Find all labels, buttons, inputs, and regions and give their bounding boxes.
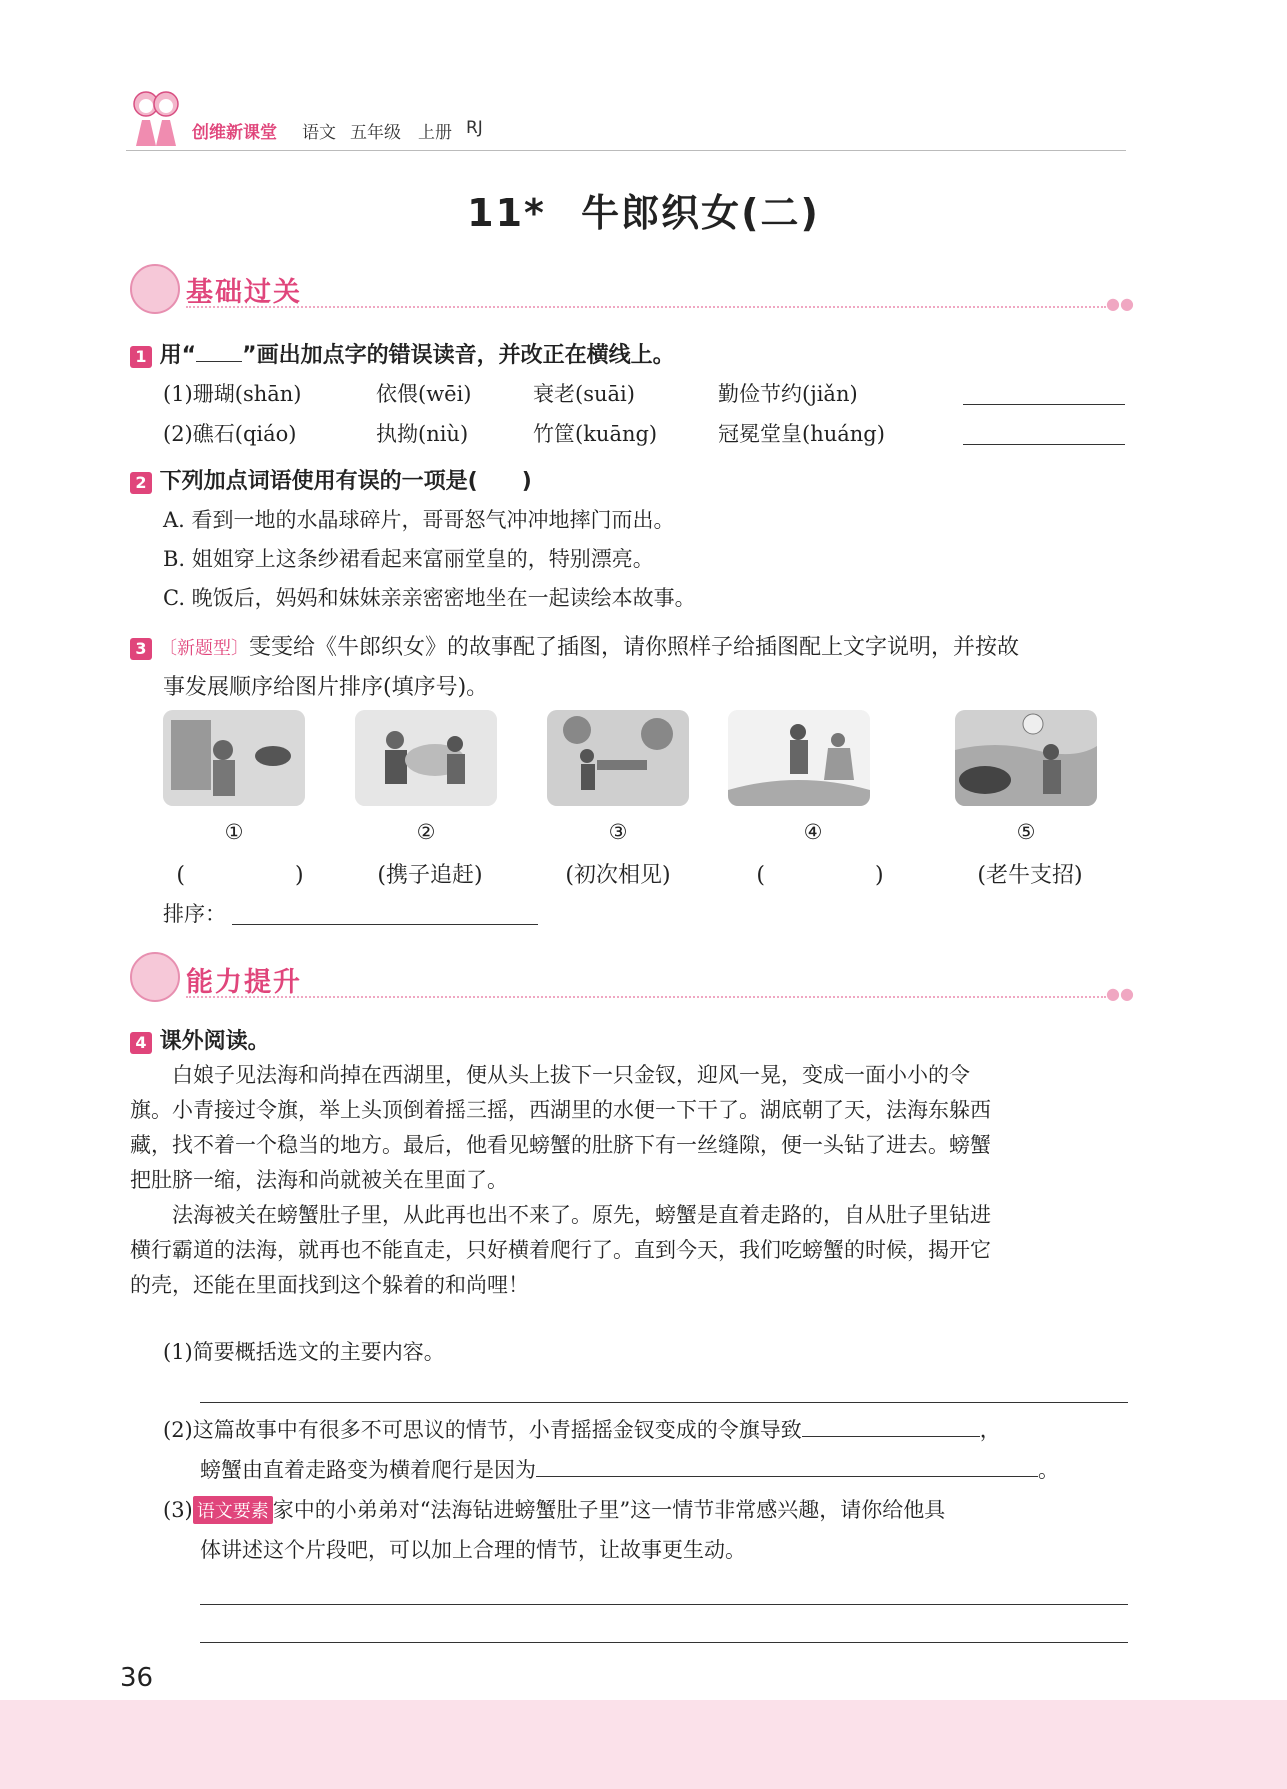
q4-sub3-answer-line-2[interactable] — [200, 1642, 1128, 1643]
passage-line: 白娘子见法海和尚掉在西湖里，便从头上拔下一只金钗，迎风一晃，变成一面小小的令 — [130, 1063, 970, 1087]
grade-label: 五年级 — [350, 123, 401, 143]
caption-2: (携子追赶) — [377, 863, 483, 888]
edition-label: RJ — [466, 118, 483, 138]
caption-1[interactable]: ( ) — [176, 863, 304, 888]
language-element-tag: 语文要素 — [193, 1496, 273, 1524]
subject-label: 语文 — [302, 123, 336, 143]
header-divider — [126, 150, 1126, 151]
q2-option-c[interactable]: C. 晚饭后，妈妈和妹妹亲亲密密地坐在一起读绘本故事。 — [163, 586, 696, 610]
q4-sub1-answer-line[interactable] — [200, 1402, 1128, 1403]
section-basic-icon — [130, 264, 180, 314]
illustration-2 — [355, 710, 497, 806]
caption-5: (老牛支招) — [977, 863, 1083, 888]
passage-line: 旗。小青接过令旗，举上头顶倒着摇三摇，西湖里的水便一下干了。湖底朝了天，法海东躲西 — [130, 1098, 991, 1122]
q4-sub3-answer-line-1[interactable] — [200, 1604, 1128, 1605]
q4-sub2-line1: (2)这篇故事中有很多不可思议的情节，小青摇摇金钗变成的令旗导致 ， — [163, 1418, 1001, 1442]
page-number: 36 — [120, 1663, 154, 1693]
q4-sub2-line2: 螃蟹由直着走路变为横着爬行是因为 。 — [200, 1458, 1059, 1482]
q4-sub3-line2: 体讲述这个片段吧，可以加上合理的情节，让故事更生动。 — [200, 1538, 746, 1562]
q2-option-b[interactable]: B. 姐姐穿上这条纱裙看起来富丽堂皇的，特别漂亮。 — [163, 547, 654, 571]
reading-passage — [130, 1058, 1130, 1303]
order-answer-line[interactable] — [232, 924, 538, 925]
q4-prompt: 4 课外阅读。 — [130, 1024, 270, 1055]
q2-prompt: 2 下列加点词语使用有误的一项是( ) — [130, 464, 532, 495]
q2-number: 2 — [130, 472, 152, 494]
q4-sub3-line1: (3) 语文要素 家中的小弟弟对“法海钻进螃蟹肚子里”这一情节非常感兴趣，请你给他具 — [163, 1498, 946, 1522]
q1-answer-line-2[interactable] — [963, 444, 1125, 445]
picture-label-2: ② — [416, 820, 436, 844]
passage-line: 横行霸道的法海，就再也不能直走，只好横着爬行了。直到今天，我们吃螃蟹的时候，揭开它 — [130, 1238, 991, 1262]
q3-prompt-line2: 事发展顺序给图片排序(填序号)。 — [163, 675, 489, 700]
q4-sub2-blank1[interactable] — [802, 1436, 980, 1437]
q3-number: 3 — [130, 638, 152, 660]
q1-row1-item3: 衰老(suāi) — [533, 382, 635, 406]
section-ability-divider — [186, 996, 1106, 998]
lesson-title: 牛郎织女(二) — [581, 191, 820, 235]
page-title — [0, 182, 1287, 237]
q4-sub1: (1)简要概括选文的主要内容。 — [163, 1340, 445, 1364]
order-label: 排序： — [163, 902, 226, 926]
dots-decoration-icon: ●● — [1106, 294, 1134, 313]
q1-row2-item2: 执拗(niù) — [376, 422, 469, 446]
q1-row2-item4: 冠冕堂皇(huáng) — [718, 422, 885, 446]
picture-label-5: ⑤ — [1016, 820, 1036, 844]
picture-label-3: ③ — [608, 820, 628, 844]
passage-line: 把肚脐一缩，法海和尚就被关在里面了。 — [130, 1168, 508, 1192]
section-basic-divider — [186, 306, 1106, 308]
lesson-number: 11* — [467, 191, 546, 235]
passage-line: 藏，找不着一个稳当的地方。最后，他看见螃蟹的肚脐下有一丝缝隙，便一头钻了进去。螃蟹 — [130, 1133, 991, 1157]
q3-prompt-line1: 3 〔新题型〕雯雯给《牛郎织女》的故事配了插图，请你照样子给插图配上文字说明，并按故 — [130, 630, 1019, 661]
q4-number: 4 — [130, 1032, 152, 1054]
dots-decoration-icon: ●● — [1106, 984, 1134, 1003]
q1-row2-item1: (2)礁石(qiáo) — [163, 422, 297, 446]
q2-option-a[interactable]: A. 看到一地的水晶球碎片，哥哥怒气冲冲地摔门而出。 — [163, 508, 675, 532]
q1-prompt: 1 用“ ”画出加点字的错误读音，并改正在横线上。 — [130, 338, 675, 369]
illustration-1 — [163, 710, 305, 806]
footer-band — [0, 1700, 1287, 1789]
caption-4[interactable]: ( ) — [756, 863, 884, 888]
q4-sub2-blank2[interactable] — [536, 1476, 1038, 1477]
section-ability-title: 能力提升 — [186, 967, 302, 998]
section-basic-title: 基础过关 — [186, 277, 302, 308]
q1-row1-item4: 勤俭节约(jiǎn) — [718, 382, 858, 406]
q1-answer-line-1[interactable] — [963, 404, 1125, 405]
q1-row1-item2: 依偎(wēi) — [376, 382, 472, 406]
underline-sample — [196, 361, 242, 362]
picture-label-4: ④ — [803, 820, 823, 844]
illustration-3 — [547, 710, 689, 806]
new-type-tag: 〔新题型〕 — [159, 638, 249, 659]
kids-logo-icon — [126, 86, 186, 150]
illustration-5 — [955, 710, 1097, 806]
passage-line: 法海被关在螃蟹肚子里，从此再也出不来了。原先，螃蟹是直着走路的，自从肚子里钻进 — [130, 1203, 991, 1227]
passage-line: 的壳，还能在里面找到这个躲着的和尚哩！ — [130, 1273, 529, 1297]
caption-3: (初次相见) — [565, 863, 671, 888]
q1-row1-item1: (1)珊瑚(shān) — [163, 382, 302, 406]
section-ability-icon — [130, 952, 180, 1002]
volume-label: 上册 — [418, 123, 452, 143]
q1-number: 1 — [130, 346, 152, 368]
illustration-4 — [728, 710, 870, 806]
picture-label-1: ① — [224, 820, 244, 844]
brand-name: 创维新课堂 — [192, 123, 277, 143]
q1-row2-item3: 竹筐(kuāng) — [533, 422, 658, 446]
